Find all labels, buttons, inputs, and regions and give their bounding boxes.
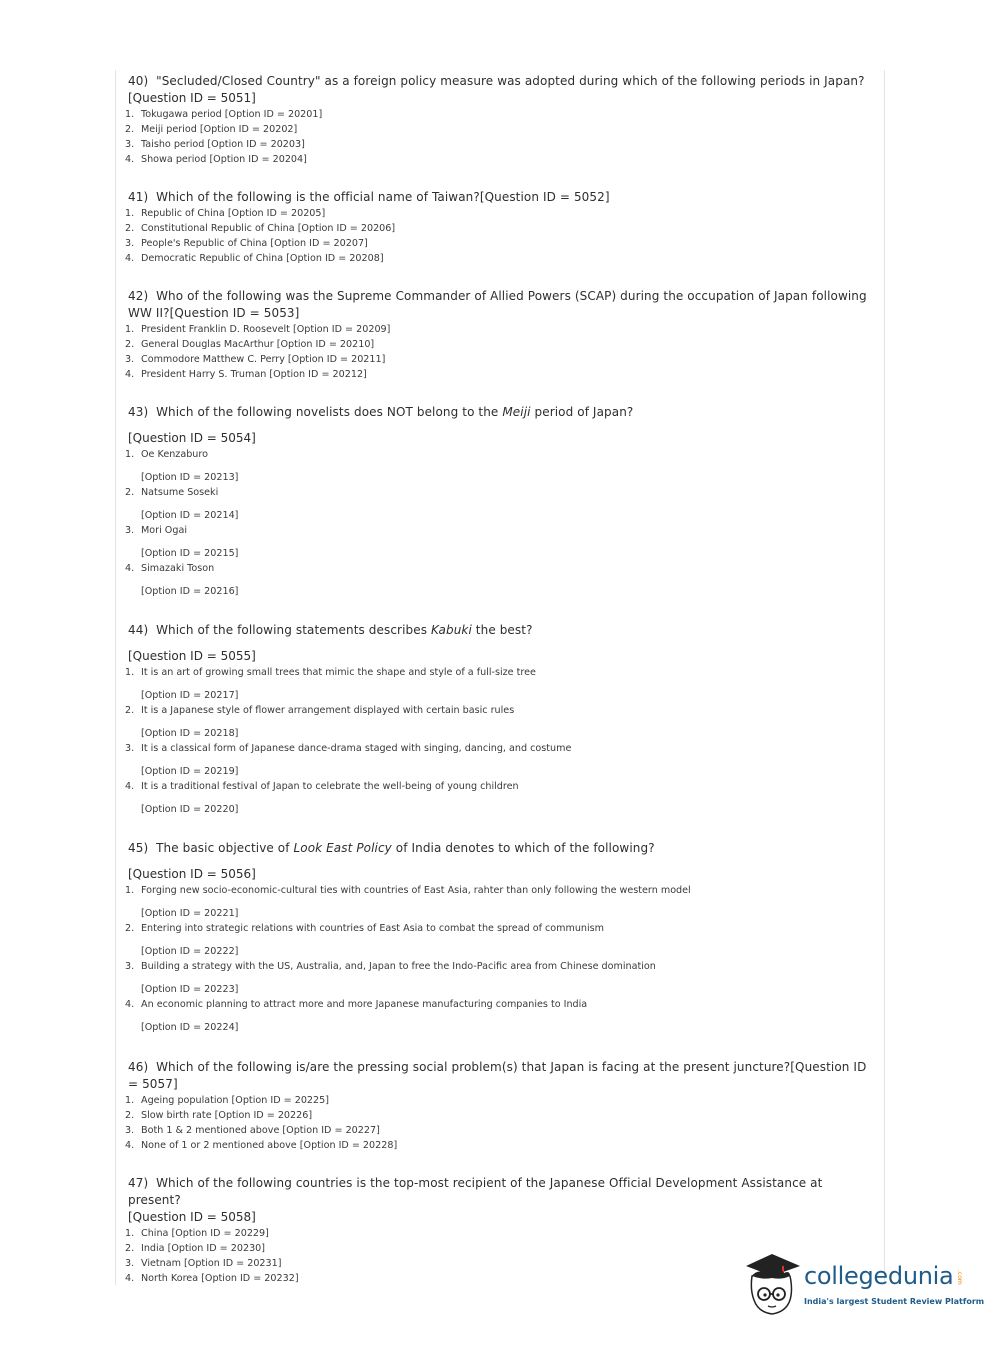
logo-tagline: India's largest Student Review Platform [804,1297,985,1306]
option-list [116,107,876,167]
option-label: Tokugawa period [141,109,222,120]
option-number: 2. [125,339,135,350]
option-item [116,352,876,367]
option-label: Ageing population [141,1095,229,1106]
question-text: 47) Which of the following countries is the top-most recipient of the Japanese Official Development Assistance at present? [128,1176,823,1207]
option-item [116,137,876,152]
option-item [116,959,876,997]
option-id: [Option ID = 20206] [294,223,396,234]
option-item [116,997,876,1035]
question-id: [Question ID = 5051] [128,91,256,105]
option-number: 3. [125,743,135,754]
option-id: [Option ID = 20209] [289,324,391,335]
option-item [116,1108,876,1123]
option-item [116,122,876,137]
option-item [116,741,876,779]
option-label: Showa period [141,154,207,165]
option-id: [Option ID = 20217] [141,690,239,701]
option-id: [Option ID = 20203] [204,139,305,150]
option-number: 3. [125,139,135,150]
option-number: 3. [125,1125,135,1136]
option-label: President Franklin D. Roosevelt [141,324,290,335]
option-number: 1. [125,109,135,120]
option-label: Mori Ogai [141,525,187,536]
option-label: It is a Japanese style of flower arrangement displayed with certain basic rules [141,705,515,716]
option-item [116,921,876,959]
option-label: Building a strategy with the US, Australia, and, Japan to free the Indo-Pacific area from Chinese domination [141,961,656,972]
option-label: It is an art of growing small trees that mimic the shape and style of a full-size tree [141,667,536,678]
question-46 [116,1059,876,1153]
option-id: [Option ID = 20225] [228,1095,329,1106]
option-number: 2. [125,923,135,934]
option-number: 1. [125,667,135,678]
right-margin-rule [884,70,885,1285]
option-id: [Option ID = 20218] [141,728,239,739]
option-item [116,447,876,485]
option-id: [Option ID = 20224] [141,1022,239,1033]
question-43 [116,404,876,599]
option-number: 4. [125,563,135,574]
option-label: Slow birth rate [141,1110,212,1121]
option-number: 4. [125,1273,135,1284]
option-number: 2. [125,705,135,716]
option-label: Forging new socio-economic-cultural ties with countries of East Asia, rahter than only following the western model [141,885,691,896]
option-label: Vietnam [141,1258,181,1269]
option-number: 2. [125,1110,135,1121]
option-id: [Option ID = 20208] [283,253,384,264]
option-item [116,251,876,266]
option-label: Natsume Soseki [141,487,219,498]
question-text: 43) Which of the following novelists does NOT belong to the Meiji period of Japan? [128,405,634,419]
option-label: Simazaki Toson [141,563,215,574]
option-id: [Option ID = 20210] [273,339,375,350]
option-id: [Option ID = 20220] [141,804,239,815]
option-number: 1. [125,1095,135,1106]
option-label: An economic planning to attract more and more Japanese manufacturing companies to India [141,999,588,1010]
question-41 [116,189,876,266]
option-list [116,1093,876,1153]
option-number: 3. [125,354,135,365]
question-45 [116,840,876,1035]
option-item [116,152,876,167]
option-number: 4. [125,999,135,1010]
option-number: 4. [125,369,135,380]
option-item [116,665,876,703]
option-label: General Douglas MacArthur [141,339,274,350]
option-id: [Option ID = 20219] [141,766,239,777]
option-number: 2. [125,124,135,135]
option-number: 2. [125,487,135,498]
question-id: [Question ID = 5054] [128,431,256,445]
option-id: [Option ID = 20201] [221,109,323,120]
question-text: 42) Who of the following was the Supreme Commander of Allied Powers (SCAP) during the occupation of Japan following WW II?[Question ID = 5053] [128,289,867,320]
option-number: 1. [125,449,135,460]
option-id: [Option ID = 20223] [141,984,239,995]
option-id: [Option ID = 20215] [141,548,239,559]
question-44 [116,622,876,817]
option-label: Commodore Matthew C. Perry [141,354,285,365]
option-item [116,523,876,561]
option-number: 2. [125,223,135,234]
option-id: [Option ID = 20212] [266,369,367,380]
question-text: 41) Which of the following is the official name of Taiwan?[Question ID = 5052] [128,190,610,204]
option-id: [Option ID = 20202] [196,124,298,135]
option-label: China [141,1228,169,1239]
option-id: [Option ID = 20231] [181,1258,282,1269]
option-label: It is a classical form of Japanese dance-drama staged with singing, dancing, and costume [141,743,572,754]
option-list [116,206,876,266]
option-label: North Korea [141,1273,199,1284]
option-list [116,447,876,599]
option-list [116,665,876,817]
option-id: [Option ID = 20204] [206,154,307,165]
question-text: 46) Which of the following is/are the pressing social problem(s) that Japan is facing at the present juncture?[Question ID = 5057] [128,1060,867,1091]
option-label: Oe Kenzaburo [141,449,208,460]
option-item [116,337,876,352]
option-item [116,1138,876,1153]
option-label: President Harry S. Truman [141,369,267,380]
option-item [116,206,876,221]
option-id: [Option ID = 20207] [267,238,368,249]
question-id: [Question ID = 5055] [128,649,256,663]
option-label: Entering into strategic relations with countries of East Asia to combat the spread of communism [141,923,605,934]
option-item [116,485,876,523]
option-number: 3. [125,525,135,536]
logo-suffix: .com [956,1270,963,1285]
option-label: None of 1 or 2 mentioned above [141,1140,297,1151]
option-item [116,703,876,741]
option-id: [Option ID = 20229] [168,1228,269,1239]
option-label: Meiji period [141,124,197,135]
option-id: [Option ID = 20227] [279,1125,380,1136]
option-label: India [141,1243,165,1254]
option-label: Republic of China [141,208,225,219]
option-number: 4. [125,1140,135,1151]
option-id: [Option ID = 20230] [164,1243,266,1254]
question-text: 44) Which of the following statements describes Kabuki the best? [128,623,533,637]
option-id: [Option ID = 20222] [141,946,239,957]
option-number: 4. [125,154,135,165]
option-item [116,236,876,251]
option-number: 1. [125,1228,135,1239]
option-label: Constitutional Republic of China [141,223,295,234]
option-number: 1. [125,885,135,896]
option-item [116,561,876,599]
option-label: Both 1 & 2 mentioned above [141,1125,280,1136]
question-id: [Question ID = 5058] [128,1210,256,1224]
option-item [116,1226,876,1241]
option-item [116,221,876,236]
option-item [116,1123,876,1138]
option-id: [Option ID = 20228] [296,1140,398,1151]
option-id: [Option ID = 20226] [211,1110,313,1121]
option-number: 3. [125,961,135,972]
option-id: [Option ID = 20221] [141,908,239,919]
option-item [116,779,876,817]
option-number: 3. [125,238,135,249]
question-text: 45) The basic objective of Look East Policy of India denotes to which of the following? [128,841,655,855]
option-number: 1. [125,208,135,219]
option-label: Democratic Republic of China [141,253,284,264]
option-label: It is a traditional festival of Japan to celebrate the well-being of young children [141,781,519,792]
option-label: People's Republic of China [141,238,268,249]
option-label: Taisho period [141,139,205,150]
option-item [116,322,876,337]
question-42 [116,288,876,382]
option-id: [Option ID = 20211] [284,354,386,365]
question-id: [Question ID = 5056] [128,867,256,881]
option-item [116,107,876,122]
option-number: 3. [125,1258,135,1269]
option-number: 1. [125,324,135,335]
option-item [116,1093,876,1108]
option-id: [Option ID = 20216] [141,586,239,597]
option-list [116,322,876,382]
option-number: 2. [125,1243,135,1254]
option-item [116,883,876,921]
logo-wordmark: collegedunia [804,1262,954,1290]
collegedunia-logo [742,1250,985,1320]
option-item [116,367,876,382]
option-id: [Option ID = 20213] [141,472,239,483]
option-list [116,883,876,1035]
option-id: [Option ID = 20205] [224,208,326,219]
question-40 [116,73,876,167]
mascot-icon [742,1250,804,1320]
option-id: [Option ID = 20232] [198,1273,299,1284]
question-text: 40) "Secluded/Closed Country" as a foreign policy measure was adopted during which of the following periods in Japan? [128,74,865,88]
option-number: 4. [125,781,135,792]
option-number: 4. [125,253,135,264]
option-id: [Option ID = 20214] [141,510,239,521]
